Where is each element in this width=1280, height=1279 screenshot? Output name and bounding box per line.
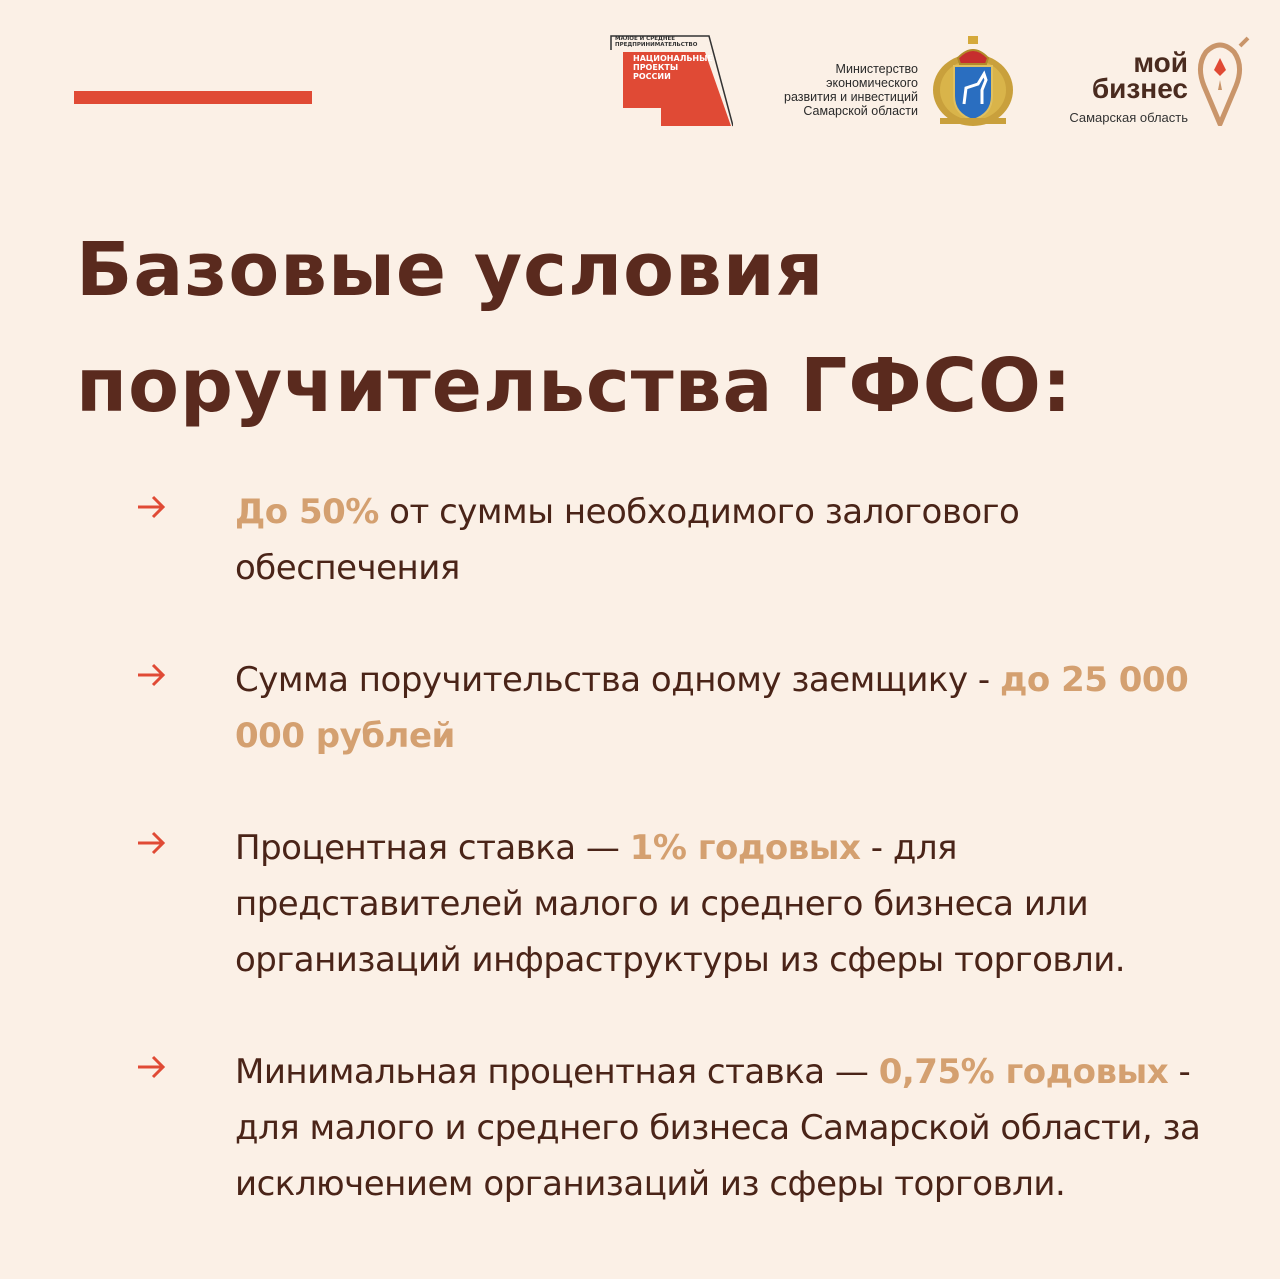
rocket-pin-icon: [1194, 36, 1252, 126]
arrow-right-icon: [136, 828, 166, 858]
body-text: Процентная ставка —: [235, 828, 630, 868]
body-text: Минимальная процентная ставка —: [235, 1052, 879, 1092]
highlight-text: 1% годовых: [629, 828, 861, 868]
my-business-logo: мой бизнес: [1091, 47, 1188, 104]
list-item-text: [235, 652, 1225, 764]
highlight-text: До 50%: [235, 492, 379, 532]
coat-of-arms-icon: [930, 34, 1016, 130]
body-text: от суммы необходимого залогового обеспечения: [235, 492, 1020, 588]
national-projects-logo: [609, 34, 733, 128]
highlight-text: 0,75% годовых: [878, 1052, 1169, 1092]
body-text: Сумма поручительства одному заемщику -: [235, 660, 1000, 700]
arrow-right-icon: [136, 660, 166, 690]
accent-bar: [74, 91, 312, 104]
list-item-text: [235, 1044, 1225, 1212]
body-text: - для представителей малого и среднего бизнеса или организаций инфраструктуры из сферы торговли.: [235, 828, 1126, 980]
page-title: Базовые условия поручительства ГФСО:: [76, 227, 1073, 429]
national-projects-small-line: МАЛОЕ И СРЕДНЕЕ ПРЕДПРИНИМАТЕЛЬСТВО: [615, 36, 698, 48]
my-business-region: Самарская область: [1069, 110, 1188, 125]
highlight-text: до 25 000 000 рублей: [235, 660, 1189, 756]
list-item-text: [235, 820, 1225, 988]
arrow-right-icon: [136, 1052, 166, 1082]
list-item-text: [235, 484, 1225, 596]
body-text: - для малого и среднего бизнеса Самарской области, за исключением организаций из сферы торговли.: [235, 1052, 1201, 1204]
arrow-right-icon: [136, 492, 166, 522]
national-projects-title: НАЦИОНАЛЬНЫЕ ПРОЕКТЫ РОССИИ: [633, 54, 713, 81]
ministry-name: Министерство экономического развития и инвестиций Самарской области: [784, 62, 918, 118]
